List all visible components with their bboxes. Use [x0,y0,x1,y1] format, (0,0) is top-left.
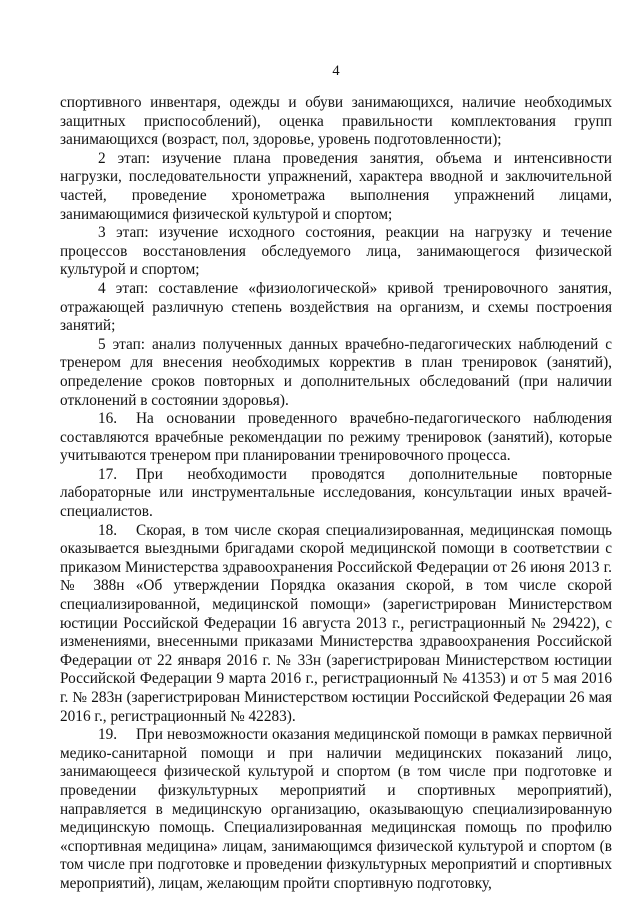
numbered-item-16 [60,410,612,466]
numbered-item-18 [60,522,612,727]
paragraph-continuation: спортивного инвентаря, одежды и обуви занимающихся, наличие необходимых защитных приспособлений), оценка правильности комплектования групп занимающихся (возраст, пол, здоровье, уровень подготовленности); [60,94,612,149]
item-text: При необходимости проводятся дополнительные повторные лабораторные или инструментальные исследования, консультации иных врачей-специалистов. [60,465,612,521]
item-text: При невозможности оказания медицинской помощи в рамках первичной медико-санитарной помощи и при наличии медицинских показаний лицо, занимающееся физической культурой и спортом (в том числе при подготовке и проведении физкультурных мероприятий и спортивных мероприятий), направляется в медицинскую организацию, оказывающую специализированную медицинскую помощь. Специализированная медицинская помощь по профилю «спортивная медицина» лицам, занимающимся физической культурой и спортом (в том числе при подготовке и проведении физкультурных мероприятий и спортивных мероприятий), лицам, желающим пройти спортивную подготовку, [60,726,612,892]
paragraph-stage-3: 3 этап: изучение исходного состояния, реакции на нагрузку и течение процессов восстановления обследуемого лица, занимающегося физической культурой и спортом; [60,224,612,279]
paragraph-stage-4: 4 этап: составление «физиологической» кривой тренировочного занятия, отражающей различную степень воздействия на организм, и схемы построения занятий; [60,279,612,335]
item-text: Скорая, в том числе скорая специализированная, медицинская помощь оказывается выездными бригадами скорой медицинской помощи в соответствии с приказом Министерства здравоохранения Российской Федерации от 26 июня 2013 г. № 388н «Об утверждении Порядка оказания скорой, в том числе скорой специализированной, медицинской помощи» (зарегистрирован Министерством юстиции Российской Федерации 16 августа 2013 г., регистрационный № 29422), с изменениями, внесенными приказами Министерства здравоохранения Российской Федерации от 22 января 2016 г. № 33н (зарегистрирован Министерством юстиции Российской Федерации 9 марта 2016 г., регистрационный № 41353) и от 5 мая 2016 г. № 283н (зарегистрирован Министерством юстиции Российской Федерации 26 мая 2016 г., регистрационный № 42283). [60,521,612,725]
numbered-item-17 [60,466,612,522]
paragraph-stage-5: 5 этап: анализ полученных данных врачебно-педагогических наблюдений с тренером для внесения необходимых корректив в план тренировок (занятий), определение сроков повторных и дополнительных обследований (при наличии отклонений в состоянии здоровья). [60,335,612,409]
item-text: На основании проведенного врачебно-педагогического наблюдения составляются врачебные рекомендации по режиму тренировок (занятий), которые учитываются тренером при планировании тренировочного процесса. [60,410,612,465]
page-number: 4 [332,63,340,79]
item-number: 19. [98,726,118,744]
item-number: 16. [98,410,118,428]
paragraph-stage-2: 2 этап: изучение плана проведения занятия, объема и интенсивности нагрузки, последовательности упражнений, характера вводной и заключительной частей, проведение хронометража выполнения упражнений лицами, занимающимися физической культурой и спортом; [60,149,612,223]
document-page [60,62,612,894]
item-number: 17. [98,465,118,483]
numbered-item-19 [60,726,612,893]
item-number: 18. [98,521,118,539]
